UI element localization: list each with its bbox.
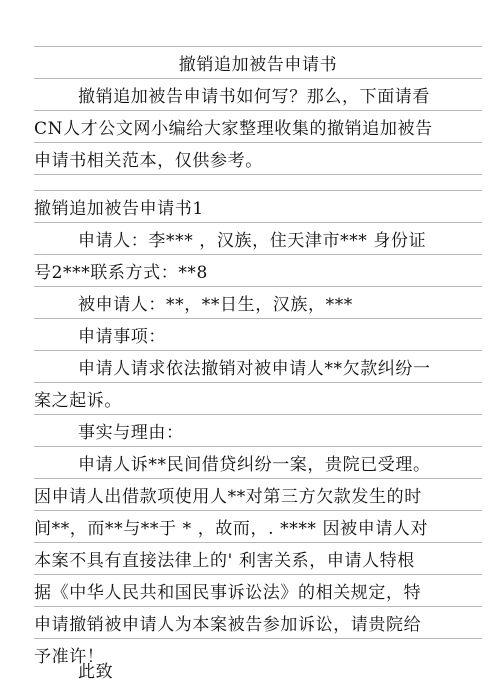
text-line: 申请人：李*** ，汉族，住天津市*** 身份证 (78, 231, 427, 251)
document-title: 撤销追加被告申请书 (178, 55, 338, 75)
ruled-line (34, 542, 482, 543)
ruled-line (34, 190, 482, 191)
text-line: 间**，而**与**于 * ，故而，. **** 因被申请人对 (34, 519, 429, 539)
ruled-line (34, 254, 482, 255)
text-line: 号2***联系方式：**8 (34, 263, 208, 283)
ruled-line (34, 446, 482, 447)
ruled-line (34, 174, 482, 175)
ruled-line (34, 78, 482, 79)
ruled-line (34, 350, 482, 351)
text-line: 被申请人：**，**日生，汉族，*** (78, 295, 353, 315)
text-line: 此致 (78, 662, 114, 682)
ruled-line (34, 110, 482, 111)
ruled-line (34, 510, 482, 511)
text-line: 本案不具有直接法律上的' 利害关系，申请人特根 (34, 551, 415, 571)
text-line: 申请撤销被申请人为本案被告参加诉讼，请贵院给 (34, 615, 422, 635)
ruled-line (34, 414, 482, 415)
ruled-line (34, 286, 482, 287)
ruled-line (34, 222, 482, 223)
text-line: 因申请人出借款项使用人**对第三方欠款发生的时 (34, 487, 422, 507)
section-heading: 撤销追加被告申请书1 (34, 199, 204, 219)
text-line: 申请人请求依法撤销对被申请人**欠款纠纷一 (78, 359, 431, 379)
ruled-line (34, 382, 482, 383)
text-line: 案之起诉。 (34, 391, 122, 411)
text-line: 申请书相关范本，仅供参考。 (34, 151, 263, 171)
text-line: 予准许！ (34, 647, 105, 667)
ruled-line (34, 318, 482, 319)
text-line: 据《中华人民共和国民事诉讼法》的相关规定，特 (34, 583, 422, 603)
text-line: 申请人诉**民间借贷纠纷一案，贵院已受理。 (78, 455, 431, 475)
ruled-line (34, 46, 482, 47)
ruled-line (34, 606, 482, 607)
text-line: CN人才公文网小编给大家整理收集的撤销追加被告 (34, 119, 433, 139)
text-line: 申请事项： (78, 327, 166, 347)
ruled-line (34, 574, 482, 575)
ruled-line (34, 478, 482, 479)
text-line: 撤销追加被告申请书如何写？那么，下面请看 (78, 87, 430, 107)
ruled-line (34, 638, 482, 639)
ruled-line (34, 142, 482, 143)
text-line: 事实与理由： (78, 423, 184, 443)
